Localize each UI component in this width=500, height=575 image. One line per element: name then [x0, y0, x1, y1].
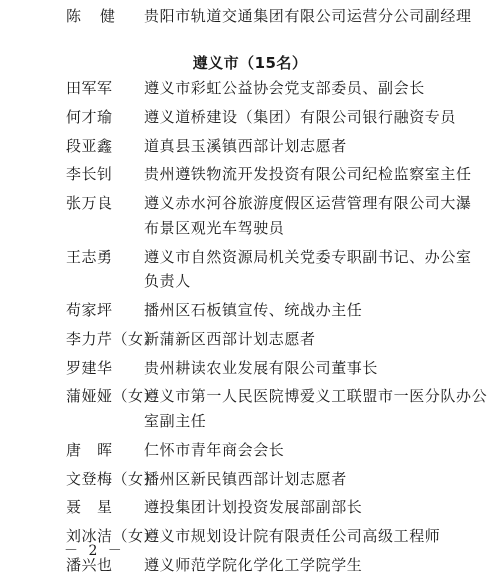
entry-name: 何才瑜 — [66, 107, 113, 126]
entry-name: 田军军 — [66, 79, 113, 97]
section-title: 遵义市（15名） — [192, 54, 308, 72]
entry-name: 刘冰洁（女） — [66, 527, 160, 546]
entry-name: 苟家坪 — [66, 301, 113, 319]
entry-description: 播州区新民镇西部计划志愿者 — [144, 469, 347, 488]
entry-name: 潘兴也 — [66, 556, 113, 574]
entry-description: 贵阳市轨道交通集团有限公司运营分公司副经理 — [144, 7, 472, 25]
entry-name: 陈 健 — [66, 7, 118, 25]
entry-description: 遵义市规划设计院有限责任公司高级工程师 — [144, 527, 441, 546]
entry-description: 遵义市自然资源局机关党委专职副书记、办公室 — [144, 247, 472, 266]
entry-description-continuation: 负责人 — [144, 272, 191, 291]
entry-description: 仁怀市青年商会会长 — [144, 440, 285, 459]
entry-description-continuation: 布景区观光车驾驶员 — [144, 218, 285, 237]
entry-description: 遵义道桥建设（集团）有限公司银行融资专员 — [144, 107, 457, 126]
entry-description: 遵义市第一人民医院博爱义工联盟市一医分队办公 — [144, 387, 488, 406]
entry-description: 遵投集团计划投资发展部副部长 — [144, 498, 363, 517]
entry-name: 聂 星 — [66, 498, 113, 517]
entry-name: 段亚鑫 — [66, 136, 113, 155]
entry-description: 遵义赤水河谷旅游度假区运营管理有限公司大瀑 — [144, 194, 472, 213]
entry-name: 罗建华 — [66, 358, 113, 377]
page-number: － 2 － — [64, 543, 125, 559]
entry-name: 李力芹（女） — [66, 329, 160, 348]
entry-name: 李长钊 — [66, 165, 113, 184]
entry-name: 文登梅（女） — [66, 469, 160, 488]
entry-description: 遵义市彩虹公益协会党支部委员、副会长 — [144, 79, 425, 97]
entry-description: 新蒲新区西部计划志愿者 — [144, 329, 316, 348]
entry-name: 王志勇 — [66, 247, 113, 266]
entry-description: 贵州遵铁物流开发投资有限公司纪检监察室主任 — [144, 165, 472, 184]
entry-description-continuation: 室副主任 — [144, 412, 207, 430]
entry-name: 张万良 — [66, 194, 113, 213]
entry-name: 唐 晖 — [66, 440, 113, 459]
entry-description: 播州区石板镇宣传、统战办主任 — [144, 301, 363, 319]
entry-description: 遵义师范学院化学化工学院学生 — [144, 556, 363, 574]
entry-description: 道真县玉溪镇西部计划志愿者 — [144, 136, 347, 155]
entry-description: 贵州耕读农业发展有限公司董事长 — [144, 358, 379, 377]
entry-name: 蒲娅娅（女） — [66, 387, 160, 406]
